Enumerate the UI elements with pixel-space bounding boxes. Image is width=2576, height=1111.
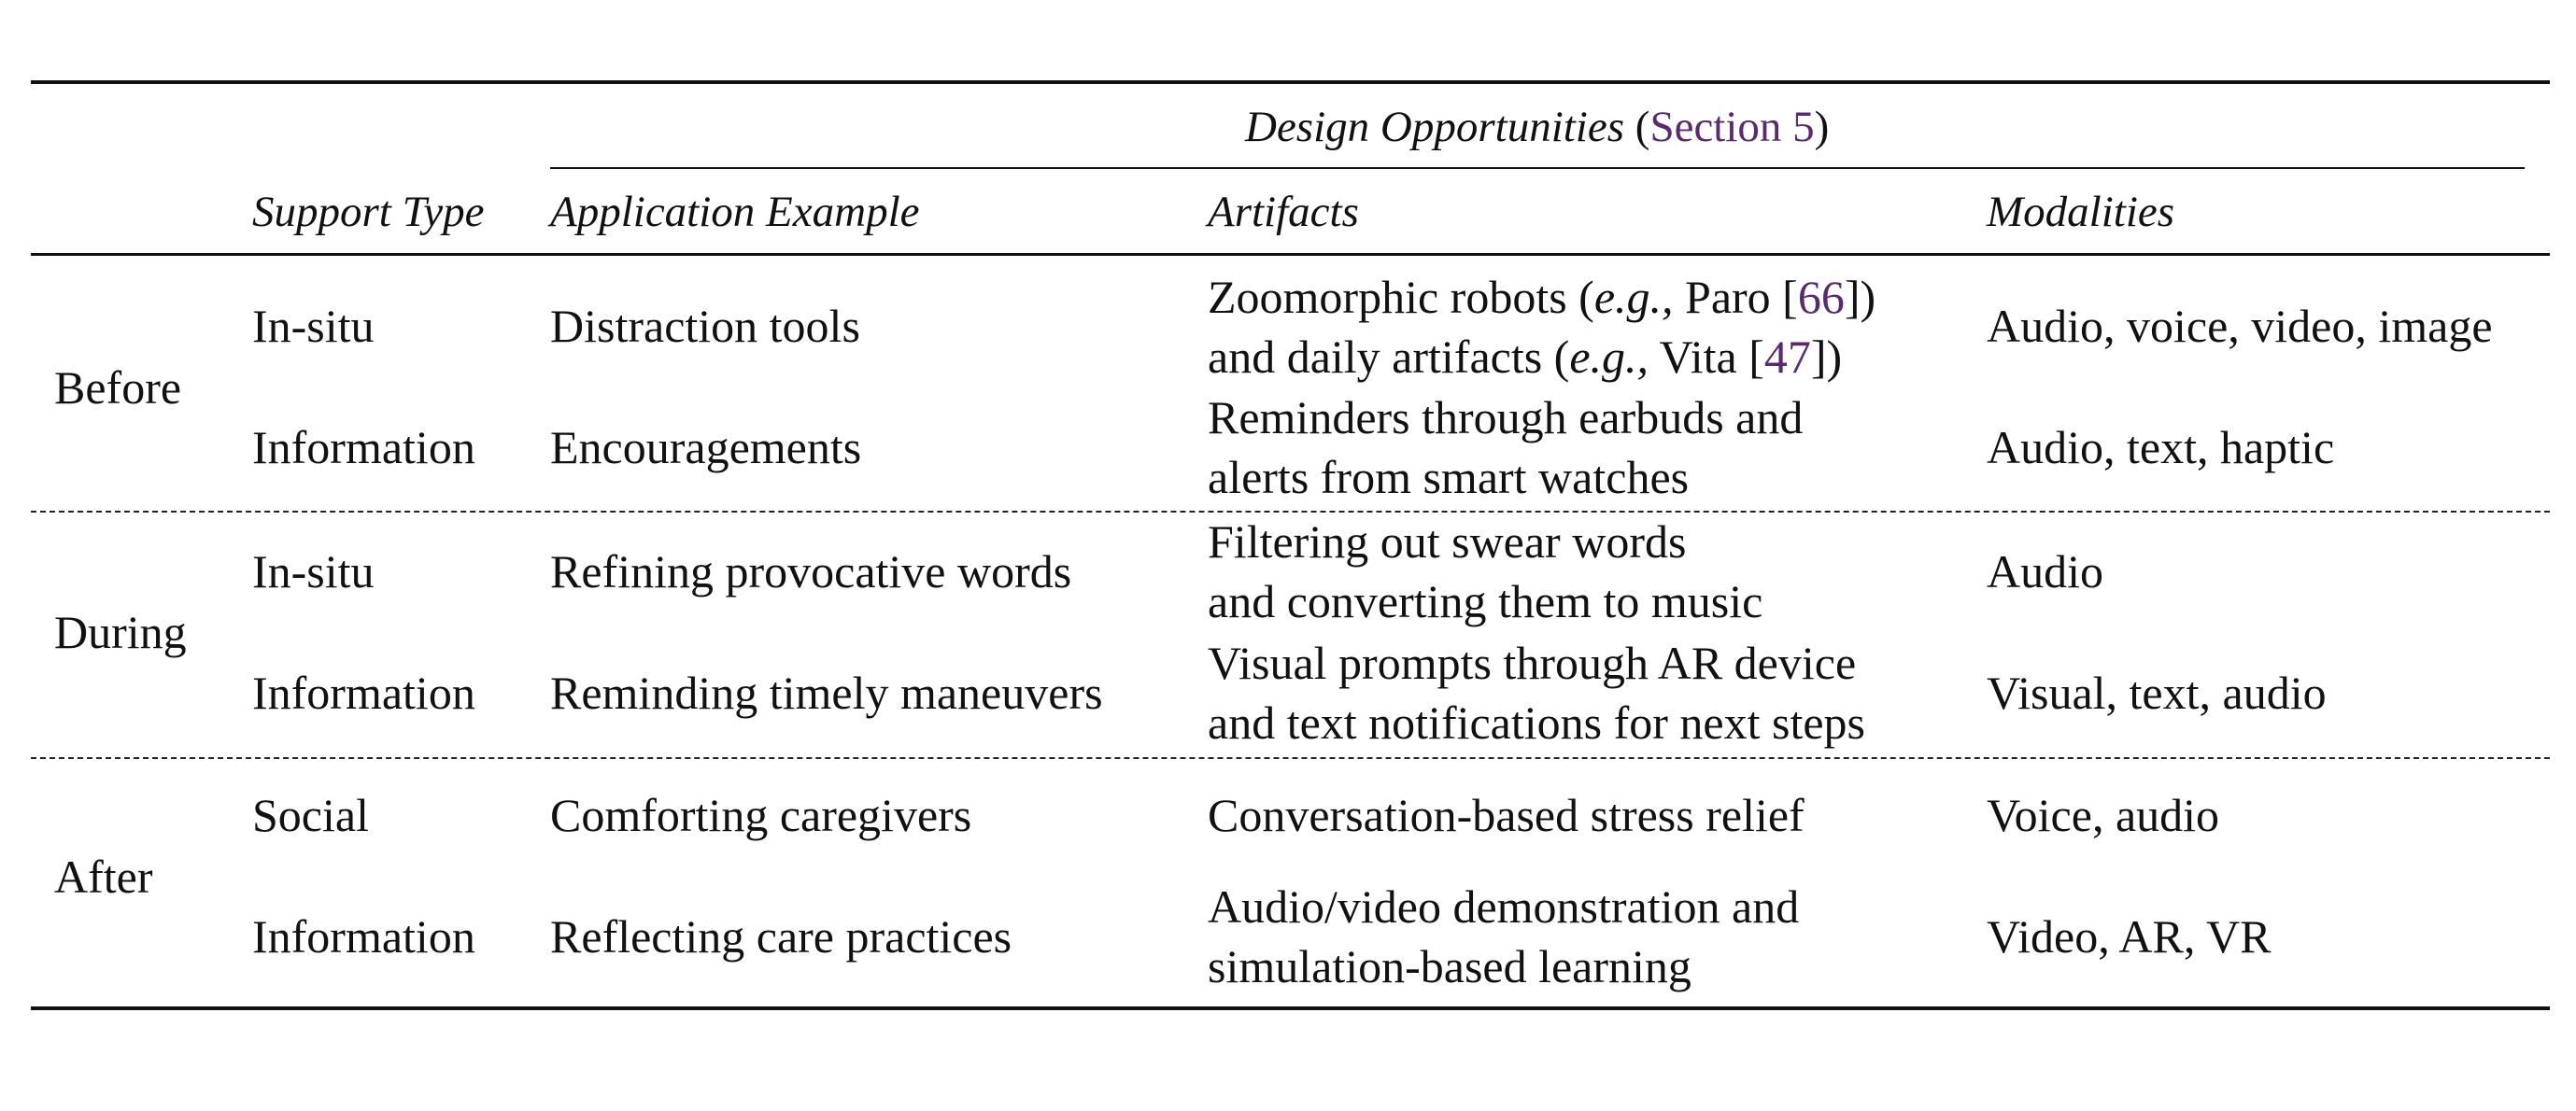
phase-label-after: After	[54, 851, 153, 903]
group-title: Design Opportunities	[1245, 103, 1625, 151]
application-cell: Reminding timely maneuvers	[550, 667, 1103, 719]
section-link[interactable]: Section 5	[1649, 103, 1815, 151]
application-cell: Distraction tools	[550, 300, 860, 352]
artifacts-cell-line-1: Zoomorphic robots (e.g., Paro [66])	[1208, 271, 1876, 323]
artifacts-cell-line-2: and text notifications for next steps	[1208, 696, 1866, 749]
artifacts-cell-line-1: Audio/video demonstration and	[1208, 880, 1800, 933]
modalities-cell: Audio	[1987, 545, 2103, 598]
support-type-cell: Social	[252, 789, 369, 841]
modalities-cell: Visual, text, audio	[1987, 667, 2327, 719]
artifacts-cell-line-1: Reminders through earbuds and	[1208, 391, 1804, 443]
application-cell: Reflecting care practices	[550, 910, 1012, 963]
column-header-artifacts: Artifacts	[1208, 188, 1359, 236]
citation-link[interactable]: 66	[1797, 271, 1845, 323]
support-type-cell: Information	[252, 421, 475, 473]
column-header-application-example: Application Example	[550, 188, 920, 236]
application-cell: Encouragements	[550, 421, 862, 473]
artifacts-cell-line-2: and daily artifacts (e.g., Vita [47])	[1208, 330, 1843, 383]
support-type-cell: In-situ	[252, 300, 375, 352]
support-type-cell: Information	[252, 910, 475, 963]
artifacts-cell-line-2: simulation-based learning	[1208, 940, 1691, 992]
mid-rule	[31, 253, 2550, 256]
artifacts-cell-line-1: Conversation-based stress relief	[1208, 789, 1805, 841]
application-cell: Refining provocative words	[550, 545, 1072, 598]
modalities-cell: Video, AR, VR	[1987, 910, 2272, 963]
column-header-modalities: Modalities	[1987, 188, 2175, 236]
artifacts-cell-line-2: and converting them to music	[1208, 575, 1763, 627]
top-rule	[31, 80, 2550, 84]
artifacts-cell-line-2: alerts from smart watches	[1208, 451, 1690, 503]
column-header-support-type: Support Type	[252, 188, 485, 236]
citation-link[interactable]: 47	[1763, 330, 1811, 383]
group-header: Design Opportunities (Section 5)	[1245, 103, 1830, 151]
modalities-cell: Audio, text, haptic	[1987, 421, 2335, 473]
modalities-cell: Audio, voice, video, image	[1987, 300, 2493, 352]
artifacts-cell-line-1: Filtering out swear words	[1208, 515, 1687, 568]
application-cell: Comforting caregivers	[550, 789, 972, 841]
artifacts-cell-line-1: Visual prompts through AR device	[1208, 637, 1857, 689]
phase-label-before: Before	[54, 361, 182, 414]
section-divider-during-after	[31, 757, 2550, 759]
support-type-cell: Information	[252, 667, 475, 719]
group-header-rule	[550, 167, 2525, 169]
support-type-cell: In-situ	[252, 545, 375, 598]
bottom-rule	[31, 1006, 2550, 1010]
modalities-cell: Voice, audio	[1987, 789, 2220, 841]
phase-label-during: During	[54, 606, 187, 658]
